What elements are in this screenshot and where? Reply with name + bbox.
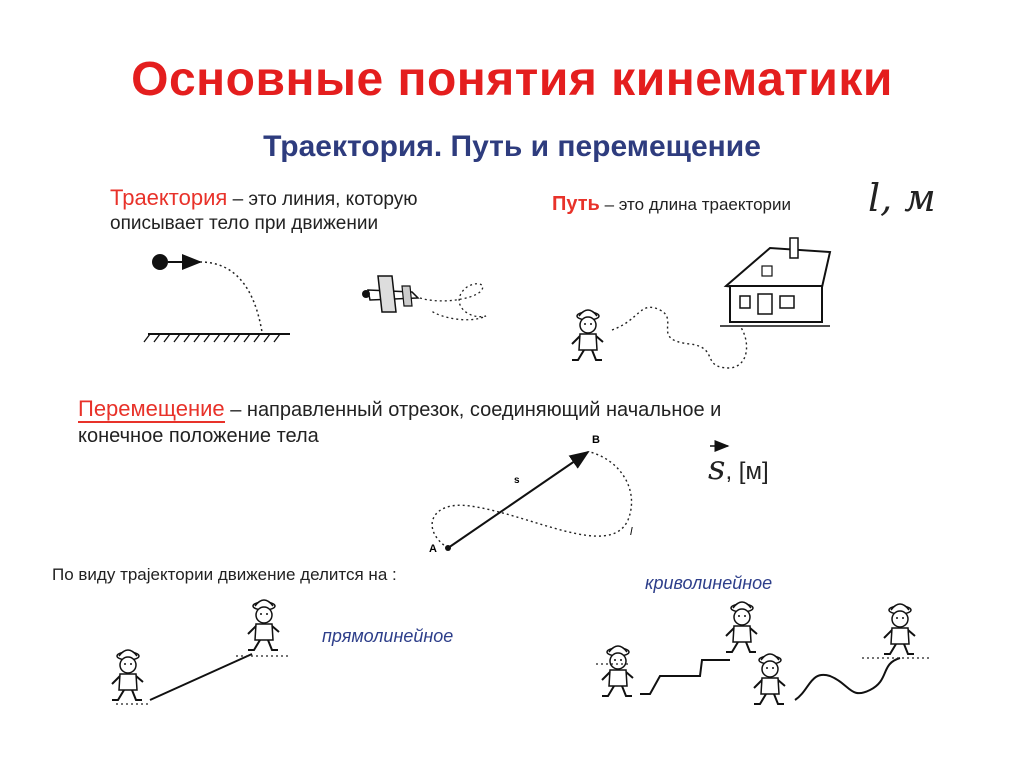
displacement-figure [432, 446, 728, 551]
boy-icon-start [112, 650, 143, 700]
ball-path [200, 262, 262, 332]
boy-icon-curve-1 [602, 646, 633, 696]
trajectory-term: Траектория [110, 185, 228, 210]
page-subtitle: Траектория. Путь и перемещение [263, 130, 761, 163]
straight-label: прямолинейное [322, 626, 454, 646]
path-def-text: – это длина траектории [599, 195, 791, 214]
displacement-unit: , [м] [725, 458, 769, 485]
displacement-def-line2: конечное положение тела [78, 425, 319, 447]
boy-icon-curve-2 [726, 602, 757, 652]
displacement-term: Перемещение [78, 396, 225, 421]
trajectory-def-line2: описывает тело при движении [110, 213, 379, 234]
path-term: Путь [552, 193, 600, 215]
ball-icon [152, 254, 168, 270]
trajectory-def-line1: – это линия, которую [227, 189, 418, 210]
airplane-icon [362, 276, 418, 312]
displacement-vector-symbol: s [708, 448, 726, 488]
boy-icon-curve-3 [754, 654, 785, 704]
ball-trajectory-figure [144, 254, 290, 342]
house-path-figure [572, 238, 830, 368]
house-icon [720, 238, 830, 326]
point-b-label: B [592, 434, 600, 446]
classification-intro: По виду трајектории движение делится на : [52, 565, 397, 584]
vector-s-label: s [514, 475, 520, 486]
boy-icon-path [572, 310, 603, 360]
page-title: Основные понятия кинематики [131, 53, 893, 106]
point-a-label: A [429, 543, 437, 555]
boy-icon-curve-4 [884, 604, 915, 654]
path-symbol: l, м [868, 176, 936, 220]
airplane-figure [362, 276, 486, 320]
displacement-def-line1: – направленный отрезок, соединяющий начальное и [224, 399, 722, 421]
curved-label: криволинейное [645, 573, 773, 593]
displacement-vector [448, 452, 588, 548]
curved-motion-figure [596, 602, 930, 704]
boy-icon-end [248, 600, 279, 650]
straight-motion-figure [112, 600, 290, 704]
path-l-label: l [630, 526, 633, 538]
